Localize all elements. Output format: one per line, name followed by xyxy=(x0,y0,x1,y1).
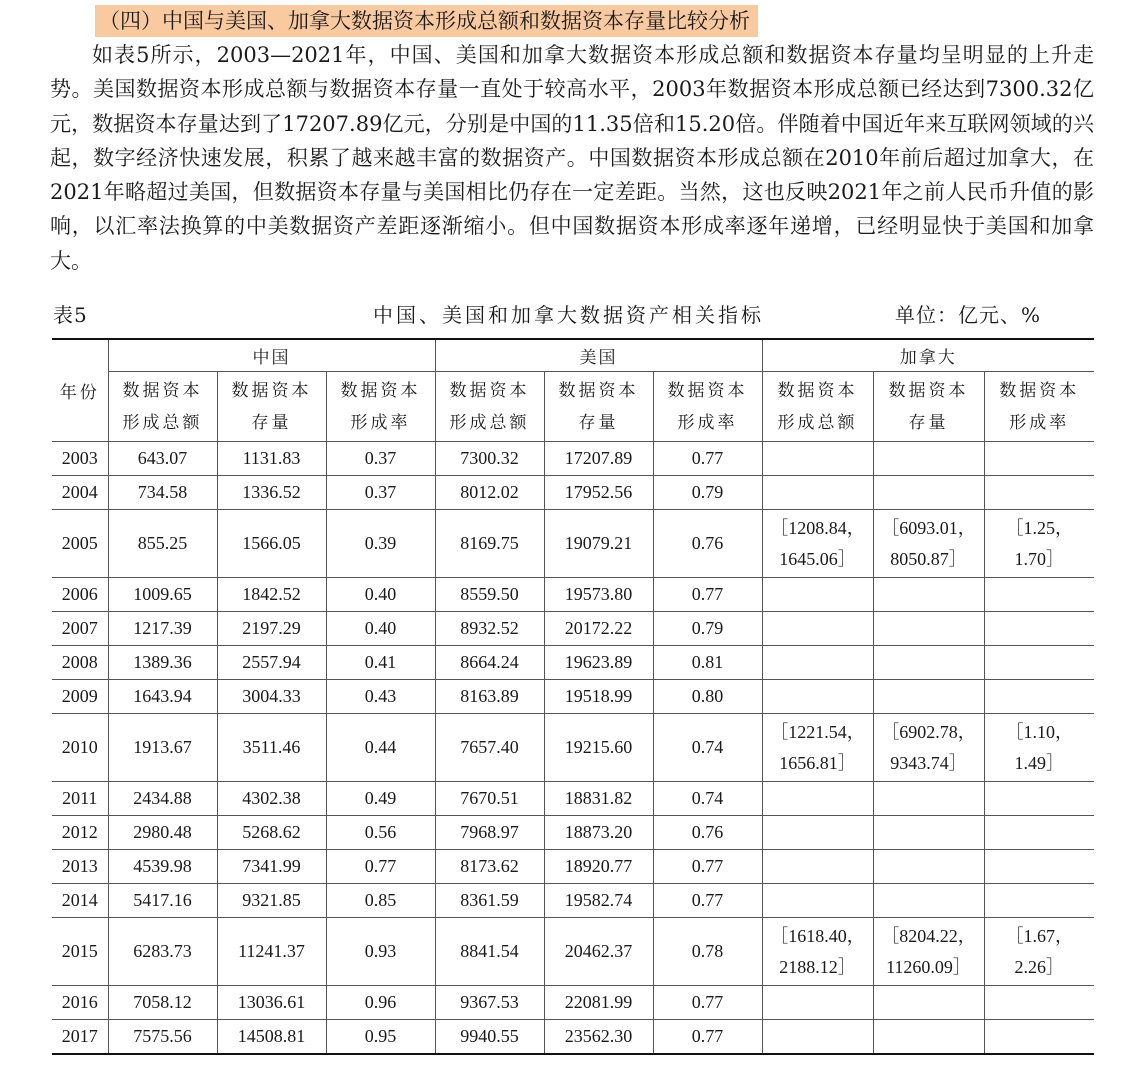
column-header-line: 存量 xyxy=(251,412,292,433)
year-cell: 2007 xyxy=(52,612,108,646)
cell-china: 7058.12 xyxy=(108,986,217,1020)
cell-usa: 7657.40 xyxy=(435,714,544,782)
cell-canada xyxy=(762,1020,873,1055)
cell-usa: 19079.21 xyxy=(544,510,653,578)
column-header-line: 形成率 xyxy=(677,412,738,433)
cell-usa: 19582.74 xyxy=(544,884,653,918)
cell-canada xyxy=(762,986,873,1020)
cell-canada xyxy=(984,816,1094,850)
range-value: ［1.10， 1.49］ xyxy=(1005,721,1074,773)
column-header xyxy=(108,372,217,442)
cell-china: 0.40 xyxy=(326,578,435,612)
column-header xyxy=(544,372,653,442)
cell-usa: 9940.55 xyxy=(435,1020,544,1055)
cell-china: 0.41 xyxy=(326,646,435,680)
cell-usa: 7968.97 xyxy=(435,816,544,850)
table-unit: 单位：亿元、% xyxy=(895,303,1042,327)
cell-usa: 20462.37 xyxy=(544,918,653,986)
cell-canada xyxy=(984,680,1094,714)
cell-usa: 8163.89 xyxy=(435,680,544,714)
cell-usa: 23562.30 xyxy=(544,1020,653,1055)
cell-china: 0.43 xyxy=(326,680,435,714)
cell-canada xyxy=(873,476,984,510)
cell-canada xyxy=(873,442,984,476)
column-header-line: 数据资本 xyxy=(667,380,748,401)
table-label: 表5 xyxy=(53,303,88,327)
cell-canada xyxy=(984,442,1094,476)
cell-china: 0.77 xyxy=(326,850,435,884)
cell-china: 0.39 xyxy=(326,510,435,578)
cell-canada xyxy=(873,986,984,1020)
column-header xyxy=(435,372,544,442)
table-row xyxy=(52,646,1094,680)
cell-china: 14508.81 xyxy=(217,1020,326,1055)
cell-usa: 20172.22 xyxy=(544,612,653,646)
cell-china: 0.44 xyxy=(326,714,435,782)
table-title: 中国、美国和加拿大数据资产相关指标 xyxy=(373,303,764,327)
column-header-line: 数据资本 xyxy=(999,380,1080,401)
column-header-line: 形成总额 xyxy=(777,412,858,433)
table-row xyxy=(52,1020,1094,1055)
column-header xyxy=(873,372,984,442)
cell-canada xyxy=(762,578,873,612)
cell-usa: 0.80 xyxy=(653,680,762,714)
cell-canada xyxy=(984,884,1094,918)
cell-canada xyxy=(873,884,984,918)
cell-canada xyxy=(873,1020,984,1055)
cell-china: 13036.61 xyxy=(217,986,326,1020)
cell-canada xyxy=(762,782,873,816)
cell-china: 0.49 xyxy=(326,782,435,816)
table-row xyxy=(52,476,1094,510)
year-cell: 2015 xyxy=(52,918,108,986)
cell-usa: 18831.82 xyxy=(544,782,653,816)
cell-china: 0.85 xyxy=(326,884,435,918)
cell-usa: 8559.50 xyxy=(435,578,544,612)
table-body xyxy=(52,442,1094,1055)
cell-canada xyxy=(762,850,873,884)
cell-usa: 8361.59 xyxy=(435,884,544,918)
year-cell: 2017 xyxy=(52,1020,108,1055)
column-header-line: 数据资本 xyxy=(449,380,530,401)
table-row xyxy=(52,680,1094,714)
cell-china: 2197.29 xyxy=(217,612,326,646)
cell-usa: 19573.80 xyxy=(544,578,653,612)
range-value: ［1.25， 1.70］ xyxy=(1005,517,1074,569)
country-header-canada: 加拿大 xyxy=(762,339,1094,372)
cell-usa: 19215.60 xyxy=(544,714,653,782)
table-row xyxy=(52,850,1094,884)
cell-canada xyxy=(873,782,984,816)
table-row xyxy=(52,714,1094,782)
year-cell: 2013 xyxy=(52,850,108,884)
column-header-line: 形成总额 xyxy=(122,412,203,433)
cell-china: 1842.52 xyxy=(217,578,326,612)
column-header-line: 数据资本 xyxy=(888,380,969,401)
range-value: ［1.67， 2.26］ xyxy=(1005,925,1074,977)
column-header-line: 数据资本 xyxy=(340,380,421,401)
range-value: ［6093.01， 8050.87］ xyxy=(881,517,976,569)
cell-usa: 18920.77 xyxy=(544,850,653,884)
column-header xyxy=(762,372,873,442)
cell-china: 643.07 xyxy=(108,442,217,476)
cell-usa: 17207.89 xyxy=(544,442,653,476)
cell-china: 1389.36 xyxy=(108,646,217,680)
cell-canada xyxy=(762,476,873,510)
column-header-line: 存量 xyxy=(578,412,619,433)
cell-usa: 8169.75 xyxy=(435,510,544,578)
cell-canada xyxy=(984,918,1094,986)
cell-usa: 19623.89 xyxy=(544,646,653,680)
table-row xyxy=(52,816,1094,850)
cell-usa: 8173.62 xyxy=(435,850,544,884)
cell-canada xyxy=(984,646,1094,680)
cell-china: 1913.67 xyxy=(108,714,217,782)
column-header-line: 形成率 xyxy=(1009,412,1070,433)
data-asset-table xyxy=(52,338,1094,1055)
table-row xyxy=(52,918,1094,986)
cell-usa: 0.74 xyxy=(653,714,762,782)
column-header xyxy=(984,372,1094,442)
column-header-line: 存量 xyxy=(908,412,949,433)
country-header-usa: 美国 xyxy=(435,339,762,372)
column-header-line: 数据资本 xyxy=(777,380,858,401)
cell-canada xyxy=(873,680,984,714)
cell-canada xyxy=(762,816,873,850)
table-row xyxy=(52,510,1094,578)
cell-china: 9321.85 xyxy=(217,884,326,918)
cell-china: 1217.39 xyxy=(108,612,217,646)
cell-canada xyxy=(762,646,873,680)
cell-canada xyxy=(762,510,873,578)
cell-china: 2557.94 xyxy=(217,646,326,680)
cell-china: 6283.73 xyxy=(108,918,217,986)
cell-canada xyxy=(984,986,1094,1020)
cell-usa: 8664.24 xyxy=(435,646,544,680)
cell-usa: 18873.20 xyxy=(544,816,653,850)
column-header-row xyxy=(52,372,1094,442)
cell-usa: 19518.99 xyxy=(544,680,653,714)
cell-canada xyxy=(762,442,873,476)
cell-canada xyxy=(984,850,1094,884)
cell-usa: 0.78 xyxy=(653,918,762,986)
cell-china: 0.40 xyxy=(326,612,435,646)
cell-usa: 0.77 xyxy=(653,884,762,918)
cell-usa: 0.76 xyxy=(653,510,762,578)
table-row xyxy=(52,986,1094,1020)
column-header-line: 数据资本 xyxy=(558,380,639,401)
country-header-china: 中国 xyxy=(108,339,435,372)
column-header xyxy=(217,372,326,442)
cell-china: 1643.94 xyxy=(108,680,217,714)
range-value: ［1618.40， 2188.12］ xyxy=(770,925,865,977)
cell-usa: 8932.52 xyxy=(435,612,544,646)
cell-china: 1566.05 xyxy=(217,510,326,578)
year-cell: 2011 xyxy=(52,782,108,816)
cell-china: 11241.37 xyxy=(217,918,326,986)
cell-china: 2980.48 xyxy=(108,816,217,850)
range-value: ［1208.84， 1645.06］ xyxy=(770,517,865,569)
year-cell: 2006 xyxy=(52,578,108,612)
cell-china: 4539.98 xyxy=(108,850,217,884)
year-cell: 2014 xyxy=(52,884,108,918)
cell-china: 5268.62 xyxy=(217,816,326,850)
year-header: 年份 xyxy=(52,339,108,442)
year-cell: 2016 xyxy=(52,986,108,1020)
cell-usa: 0.77 xyxy=(653,442,762,476)
cell-china: 2434.88 xyxy=(108,782,217,816)
year-cell: 2005 xyxy=(52,510,108,578)
cell-canada xyxy=(762,714,873,782)
cell-china: 0.56 xyxy=(326,816,435,850)
cell-usa: 8841.54 xyxy=(435,918,544,986)
cell-canada xyxy=(873,816,984,850)
cell-china: 3511.46 xyxy=(217,714,326,782)
cell-china: 1336.52 xyxy=(217,476,326,510)
range-value: ［8204.22， 11260.09］ xyxy=(881,925,976,977)
cell-china: 1131.83 xyxy=(217,442,326,476)
cell-canada xyxy=(762,918,873,986)
year-cell: 2009 xyxy=(52,680,108,714)
column-header-line: 形成总额 xyxy=(449,412,530,433)
column-header xyxy=(326,372,435,442)
column-header-line: 数据资本 xyxy=(122,380,203,401)
cell-usa: 0.77 xyxy=(653,850,762,884)
year-cell: 2010 xyxy=(52,714,108,782)
cell-china: 3004.33 xyxy=(217,680,326,714)
cell-usa: 0.77 xyxy=(653,986,762,1020)
cell-china: 855.25 xyxy=(108,510,217,578)
year-cell: 2012 xyxy=(52,816,108,850)
cell-canada xyxy=(984,510,1094,578)
cell-canada xyxy=(873,578,984,612)
cell-canada xyxy=(984,612,1094,646)
cell-usa: 22081.99 xyxy=(544,986,653,1020)
cell-canada xyxy=(984,1020,1094,1055)
cell-canada xyxy=(873,510,984,578)
cell-usa: 17952.56 xyxy=(544,476,653,510)
cell-canada xyxy=(984,782,1094,816)
cell-china: 7575.56 xyxy=(108,1020,217,1055)
table-row xyxy=(52,578,1094,612)
table-row xyxy=(52,884,1094,918)
cell-canada xyxy=(762,884,873,918)
cell-usa: 8012.02 xyxy=(435,476,544,510)
cell-china: 5417.16 xyxy=(108,884,217,918)
cell-usa: 0.79 xyxy=(653,476,762,510)
cell-usa: 0.77 xyxy=(653,578,762,612)
cell-canada xyxy=(984,578,1094,612)
cell-china: 4302.38 xyxy=(217,782,326,816)
cell-china: 0.96 xyxy=(326,986,435,1020)
year-cell: 2004 xyxy=(52,476,108,510)
cell-usa: 0.77 xyxy=(653,1020,762,1055)
cell-china: 0.95 xyxy=(326,1020,435,1055)
cell-canada xyxy=(873,714,984,782)
cell-canada xyxy=(984,714,1094,782)
cell-usa: 7670.51 xyxy=(435,782,544,816)
cell-canada xyxy=(762,680,873,714)
cell-canada xyxy=(984,476,1094,510)
cell-canada xyxy=(873,918,984,986)
cell-china: 7341.99 xyxy=(217,850,326,884)
country-header-row xyxy=(52,339,1094,372)
cell-usa: 9367.53 xyxy=(435,986,544,1020)
column-header-line: 数据资本 xyxy=(231,380,312,401)
year-cell: 2008 xyxy=(52,646,108,680)
cell-usa: 7300.32 xyxy=(435,442,544,476)
cell-canada xyxy=(873,612,984,646)
section-heading: （四）中国与美国、加拿大数据资本形成总额和数据资本存量比较分析 xyxy=(95,5,758,37)
cell-china: 0.37 xyxy=(326,442,435,476)
cell-usa: 0.74 xyxy=(653,782,762,816)
cell-canada xyxy=(762,612,873,646)
cell-usa: 0.81 xyxy=(653,646,762,680)
cell-china: 0.37 xyxy=(326,476,435,510)
cell-china: 1009.65 xyxy=(108,578,217,612)
cell-canada xyxy=(873,850,984,884)
cell-china: 0.93 xyxy=(326,918,435,986)
body-paragraph: 如表5所示，2003—2021年，中国、美国和加拿大数据资本形成总额和数据资本存量均呈明显的上升走势。美国数据资本形成总额与数据资本存量一直处于较高水平，2003年数据资本形成总额已经达到7300.32亿元，数据资本存量达到了17207.89亿元，分别是中国的11.35倍和15.20倍。伴随着中国近年来互联网领域的兴起，数字经济快速发展，积累了越来越丰富的数据资产。中国数据资本形成总额在2010年前后超过加拿大，在2021年略超过美国，但数据资本存量与美国相比仍存在一定差距。当然，这也反映2021年之前人民币升值的影响，以汇率法换算的中美数据资产差距逐渐缩小。但中国数据资本形成率逐年递增，已经明显快于美国和加拿大。 xyxy=(50,43,1094,273)
table-row xyxy=(52,612,1094,646)
range-value: ［6902.78， 9343.74］ xyxy=(881,721,976,773)
cell-china: 734.58 xyxy=(108,476,217,510)
cell-canada xyxy=(873,646,984,680)
cell-usa: 0.79 xyxy=(653,612,762,646)
cell-usa: 0.76 xyxy=(653,816,762,850)
table-row xyxy=(52,782,1094,816)
column-header-line: 形成率 xyxy=(350,412,411,433)
column-header xyxy=(653,372,762,442)
table-row xyxy=(52,442,1094,476)
year-cell: 2003 xyxy=(52,442,108,476)
range-value: ［1221.54， 1656.81］ xyxy=(770,721,865,773)
